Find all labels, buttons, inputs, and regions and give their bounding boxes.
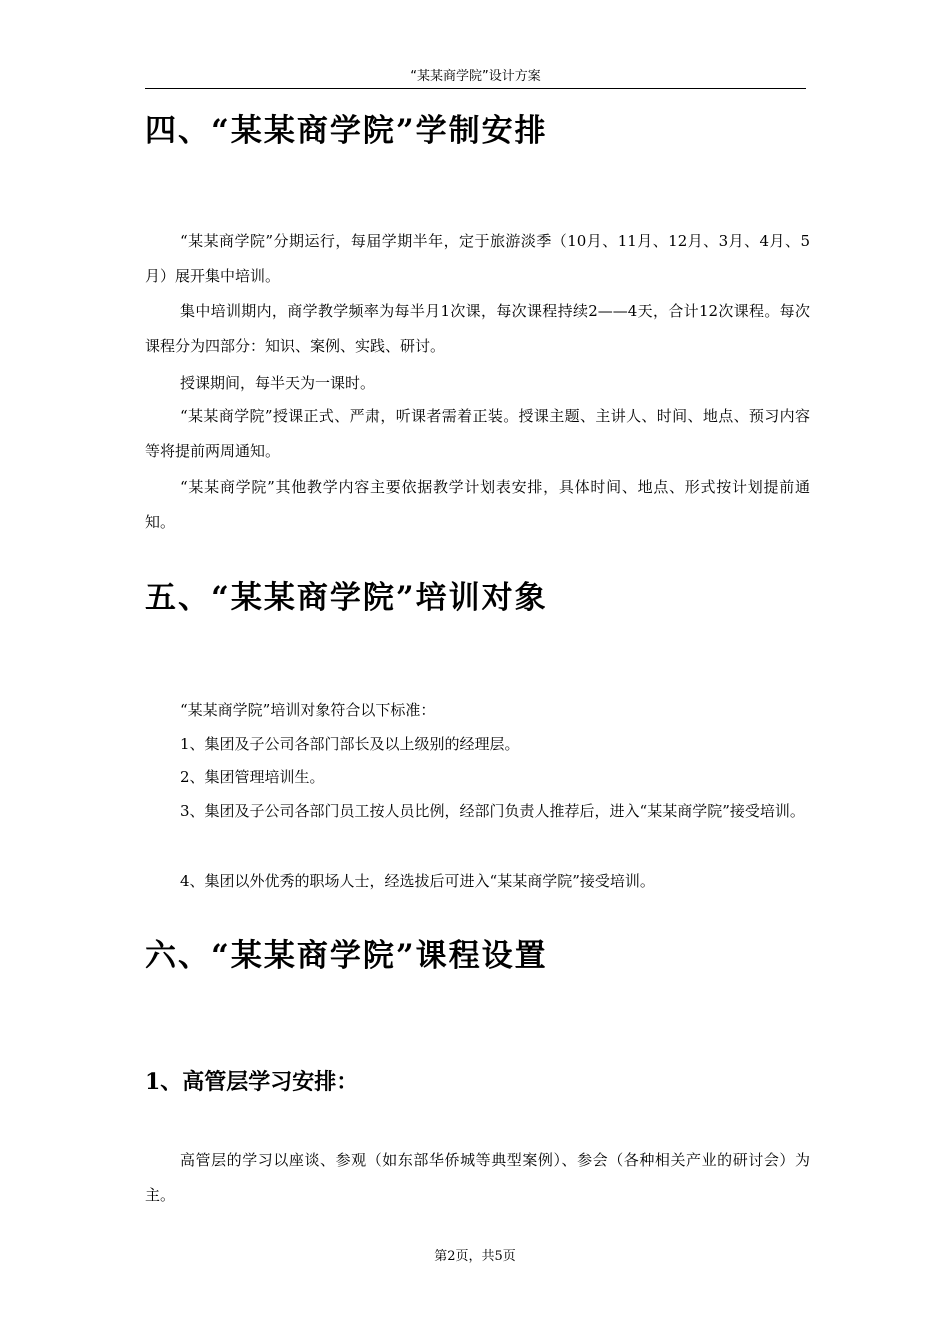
page-number: 第2页，共5页 [434, 1249, 516, 1264]
section-5-paragraph-1: “某某商学院”培训对象符合以下标准： [180, 701, 436, 719]
section-5-list-item-1: 1、集团及子公司各部门部长及以上级别的经理层。 [180, 735, 520, 753]
header-title: “某某商学院”设计方案 [410, 69, 541, 84]
section-5-heading: 五、“某某商学院”培训对象 [145, 580, 548, 616]
header-divider [145, 88, 806, 89]
section-4-paragraph-1: “某某商学院”分期运行，每届学期半年，定于旅游淡季（10月、11月、12月、3月、4月、5月）展开集中培训。 [145, 232, 810, 285]
section-6-subheading-1: 1、高管层学习安排： [145, 1069, 359, 1095]
section-4-paragraph-2: 集中培训期内，商学教学频率为每半月1次课，每次课程持续2——4天，合计12次课程。每次课程分为四部分：知识、案例、实践、研讨。 [145, 302, 810, 355]
section-6-paragraph-1: 高管层的学习以座谈、参观（如东部华侨城等典型案例）、参会（各种相关产业的研讨会）为主。 [145, 1151, 810, 1204]
section-5-list-item-3: 3、集团及子公司各部门员工按人员比例，经部门负责人推荐后，进入“某某商学院”接受培训。 [180, 802, 805, 820]
section-4-paragraph-3: 授课期间，每半天为一课时。 [180, 374, 376, 392]
section-5-list-item-4: 4、集团以外优秀的职场人士，经选拔后可进入“某某商学院”接受培训。 [180, 872, 655, 890]
section-4-heading: 四、“某某商学院”学制安排 [145, 113, 548, 149]
section-4-paragraph-5: “某某商学院”其他教学内容主要依据教学计划表安排，具体时间、地点、形式按计划提前通知。 [145, 478, 810, 531]
section-5-list-item-2: 2、集团管理培训生。 [180, 768, 325, 786]
section-6-heading: 六、“某某商学院”课程设置 [145, 938, 548, 974]
section-4-paragraph-4: “某某商学院”授课正式、严肃，听课者需着正装。授课主题、主讲人、时间、地点、预习内容等将提前两周通知。 [145, 407, 810, 460]
